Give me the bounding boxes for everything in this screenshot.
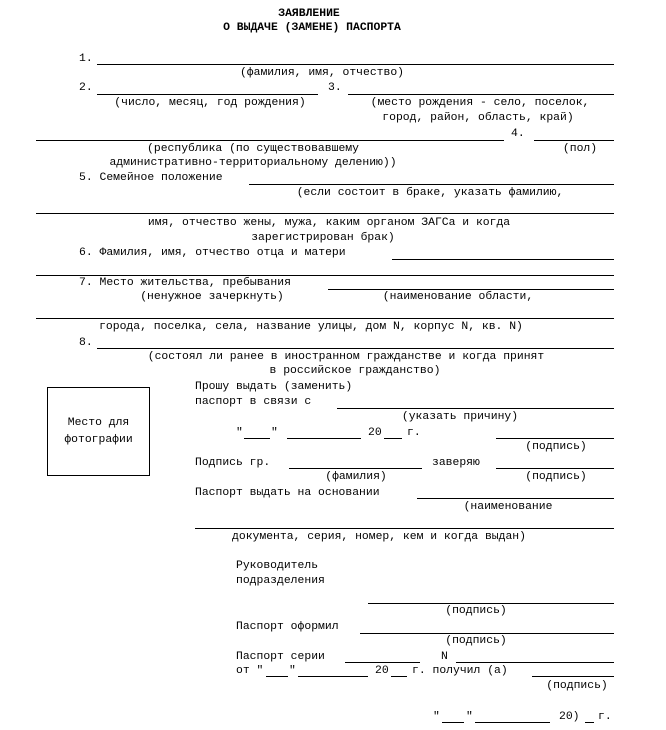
issued-from-label: от " [236, 665, 264, 677]
form-title: ЗАЯВЛЕНИЕ [278, 8, 340, 20]
residence-label: 7. Место жительства, пребывания [79, 277, 291, 289]
residence-hint-1: (ненужное зачеркнуть) [140, 291, 284, 303]
residence-hint-2: (наименование области, [382, 291, 534, 303]
applicant-signature-hint: (подпись) [525, 441, 587, 453]
citizenship-hint-2: в российское гражданство) [269, 365, 441, 377]
final-year-line[interactable] [585, 722, 594, 723]
passport-series-line[interactable] [345, 662, 420, 663]
head-label-1: Руководитель [236, 560, 319, 572]
marital-status-hint-2: имя, отчество жены, мужа, каким органом ЗАГСа и когда [147, 217, 511, 229]
field-4-number: 4. [511, 128, 525, 140]
issued-by-label: Паспорт оформил [236, 621, 339, 633]
received-label: г. получил (а) [412, 665, 508, 677]
date-quote-close: " [271, 427, 278, 439]
field-1-number: 1. [79, 53, 93, 65]
reason-hint: (указать причину) [401, 411, 519, 423]
field-3-number: 3. [328, 82, 342, 94]
marital-status-hint-1: (если состоит в браке, указать фамилию, [296, 187, 564, 199]
certifier-signature-line[interactable] [496, 468, 614, 469]
parents-line[interactable] [392, 259, 614, 260]
basis-hint-2: документа, серия, номер, кем и когда выдан) [232, 531, 526, 543]
issued-year-line[interactable] [391, 676, 407, 677]
birth-place-line-2[interactable] [36, 140, 504, 141]
received-signature-line[interactable] [532, 676, 614, 677]
residence-line-2[interactable] [36, 318, 614, 319]
marital-status-hint-3: зарегистрирован брак) [251, 232, 395, 244]
passport-number-label: N [441, 651, 448, 663]
passport-series-label: Паспорт серии [236, 651, 325, 663]
sex-hint: (пол) [562, 143, 598, 155]
final-quote-close: " [466, 711, 473, 723]
final-quote-open: " [433, 711, 440, 723]
marital-status-line-2[interactable] [36, 213, 614, 214]
birth-place-hint-4: административно-территориальному делению)) [109, 157, 397, 169]
photo-placeholder [47, 387, 150, 476]
full-name-line[interactable] [97, 64, 614, 65]
passport-number-line[interactable] [456, 662, 614, 663]
marital-status-line[interactable] [249, 184, 614, 185]
citizenship-line[interactable] [97, 348, 614, 349]
basis-label: Паспорт выдать на основании [195, 487, 380, 499]
date-year-line[interactable] [384, 438, 402, 439]
citizenship-hint-1: (состоял ли ранее в иностранном гражданстве и когда принят [147, 351, 545, 363]
birth-place-hint-1: (место рождения - село, поселок, [370, 97, 590, 109]
final-month-line[interactable] [475, 722, 550, 723]
birth-place-line[interactable] [348, 94, 614, 95]
basis-hint-1: (наименование [463, 501, 553, 513]
applicant-signature-line[interactable] [496, 438, 614, 439]
marital-status-label: 5. Семейное положение [79, 172, 223, 184]
field-2-number: 2. [79, 82, 93, 94]
head-label-2: подразделения [236, 575, 325, 587]
final-year-suffix: г. [598, 711, 612, 723]
field-8-number: 8. [79, 337, 93, 349]
sex-line[interactable] [534, 140, 614, 141]
request-line-2: паспорт в связи с [195, 396, 312, 408]
final-year: 20) [559, 711, 580, 723]
date-quote-open: " [236, 427, 243, 439]
head-signature-hint: (подпись) [445, 605, 507, 617]
birth-place-hint-3: (республика (по существовавшему [147, 143, 359, 155]
head-signature-line[interactable] [368, 603, 614, 604]
parents-line-2[interactable] [36, 275, 614, 276]
date-day-line[interactable] [244, 438, 270, 439]
residence-hint-3: города, поселка, села, название улицы, дом N, корпус N, кв. N) [99, 321, 523, 333]
sign-label: Подпись гр. [195, 457, 271, 469]
issued-day-line[interactable] [266, 676, 288, 677]
issued-month-line[interactable] [298, 676, 368, 677]
photo-label: Место для фотографии [64, 416, 133, 446]
date-year-prefix: 20 [368, 427, 382, 439]
date-month-line[interactable] [287, 438, 361, 439]
birth-date-hint: (число, месяц, год рождения) [114, 97, 306, 109]
residence-line[interactable] [328, 289, 614, 290]
basis-line[interactable] [417, 498, 614, 499]
received-signature-hint: (подпись) [546, 680, 608, 692]
issued-by-signature-line[interactable] [360, 633, 614, 634]
full-name-hint: (фамилия, имя, отчество) [239, 67, 405, 79]
surname-line[interactable] [289, 468, 422, 469]
issued-by-signature-hint: (подпись) [445, 635, 507, 647]
issued-year-prefix: 20 [375, 665, 389, 677]
surname-hint: (фамилия) [325, 471, 387, 483]
issued-quote-close: " [289, 665, 296, 677]
request-line-1: Прошу выдать (заменить) [195, 381, 353, 393]
certifier-signature-hint: (подпись) [525, 471, 587, 483]
parents-label: 6. Фамилия, имя, отчество отца и матери [79, 247, 346, 259]
birth-date-line[interactable] [97, 94, 318, 95]
birth-place-hint-2: город, район, область, край) [382, 112, 574, 124]
date-year-suffix: г. [407, 427, 421, 439]
reason-line[interactable] [337, 408, 614, 409]
certify-label: заверяю [432, 457, 480, 469]
form-subtitle: О ВЫДАЧЕ (ЗАМЕНЕ) ПАСПОРТА [223, 22, 401, 34]
basis-line-2[interactable] [195, 528, 614, 529]
final-day-line[interactable] [442, 722, 464, 723]
